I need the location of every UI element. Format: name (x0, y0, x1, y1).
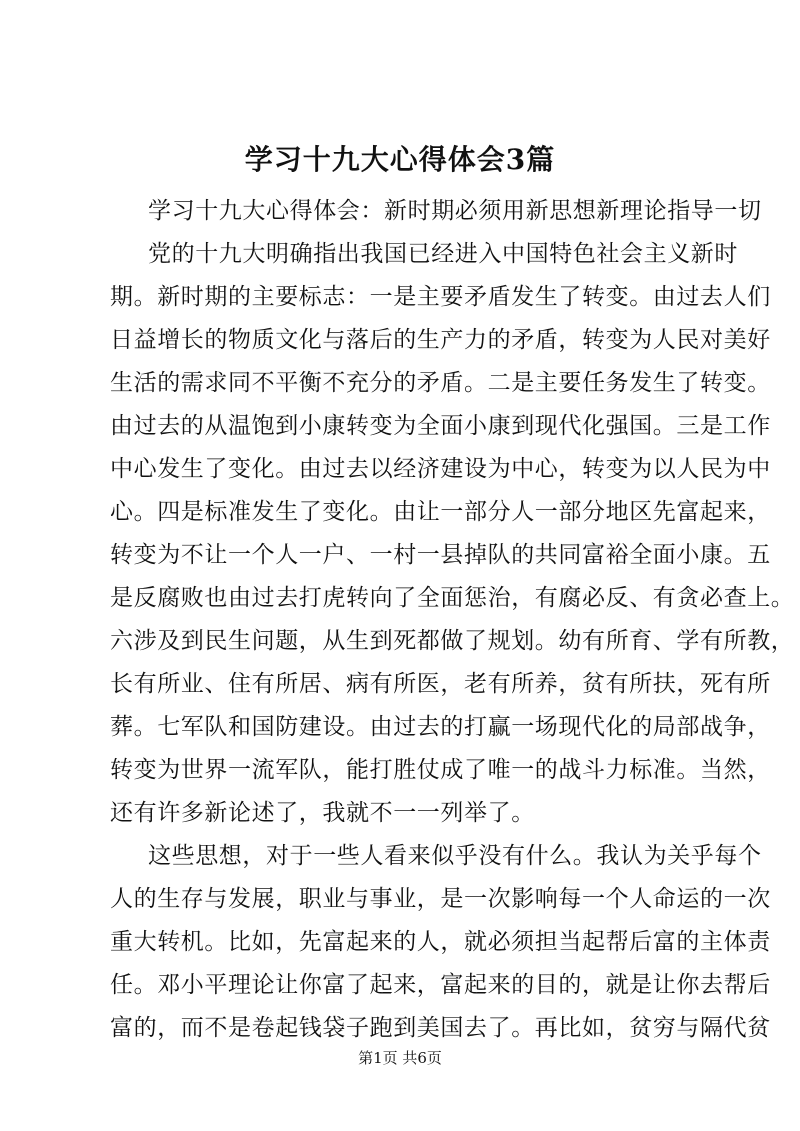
document-title: 学习十九大心得体会3篇 (244, 143, 556, 176)
body-line: 是反腐败也由过去打虎转向了全面惩治，有腐必反、有贪必查上。 (110, 585, 795, 611)
body-line: 重大转机。比如，先富起来的人，就必须担当起帮后富的主体责 (110, 929, 771, 955)
body-line: 人的生存与发展，职业与事业，是一次影响每一个人命运的一次 (110, 886, 771, 912)
body-line: 党的十九大明确指出我国已经进入中国特色社会主义新时 (148, 241, 738, 267)
body-line: 生活的需求同不平衡不充分的矛盾。二是主要任务发生了转变。 (110, 370, 771, 396)
body-line: 富的，而不是卷起钱袋子跑到美国去了。再比如，贫穷与隔代贫 (110, 1015, 771, 1041)
body-line: 葬。七军队和国防建设。由过去的打赢一场现代化的局部战争， (110, 714, 771, 740)
page-number: 第1页 共6页 (358, 1049, 442, 1067)
body-line: 还有许多新论述了，我就不一一列举了。 (110, 800, 535, 826)
body-line: 转变为世界一流军队，能打胜仗成了唯一的战斗力标准。当然， (110, 757, 771, 783)
body-line: 六涉及到民生问题，从生到死都做了规划。幼有所育、学有所教， (110, 628, 795, 654)
body-line: 心。四是标准发生了变化。由让一部分人一部分地区先富起来， (110, 499, 771, 525)
body-line: 中心发生了变化。由过去以经济建设为中心，转变为以人民为中 (110, 456, 771, 482)
body-line: 长有所业、住有所居、病有所医，老有所养，贫有所扶，死有所 (110, 671, 771, 697)
body-line: 这些思想，对于一些人看来似乎没有什么。我认为关乎每个 (148, 843, 762, 869)
body-line: 期。新时期的主要标志：一是主要矛盾发生了转变。由过去人们 (110, 284, 771, 310)
body-line: 学习十九大心得体会：新时期必须用新思想新理论指导一切 (148, 198, 762, 224)
body-line: 任。邓小平理论让你富了起来，富起来的目的，就是让你去帮后 (110, 972, 771, 998)
body-line: 由过去的从温饱到小康转变为全面小康到现代化强国。三是工作 (110, 413, 771, 439)
body-line: 日益增长的物质文化与落后的生产力的矛盾，转变为人民对美好 (110, 327, 771, 353)
body-line: 转变为不让一个人一户、一村一县掉队的共同富裕全面小康。五 (110, 542, 771, 568)
